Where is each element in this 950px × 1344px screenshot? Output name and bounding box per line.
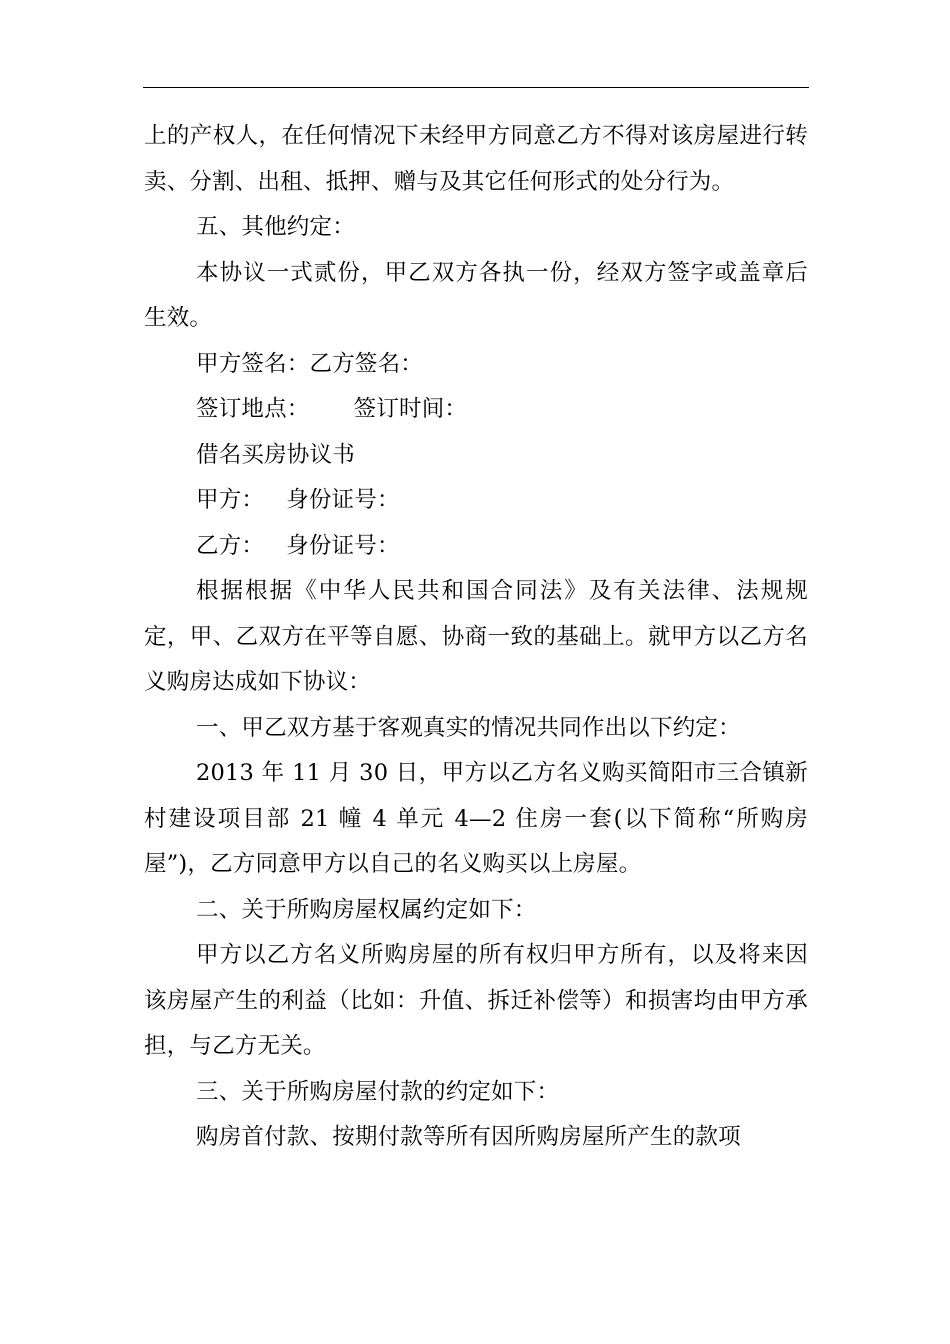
heading-section-one: 一、甲乙双方基于客观真实的情况共同作出以下约定：	[196, 714, 741, 741]
party-a-id-line: 甲方： 身份证号：	[196, 487, 400, 513]
paragraph-legal-basis: 根据根据《中华人民共和国合同法》及有关法律、法规规定，甲、乙双方在平等自愿、协商一致的基础上。就甲方以乙方名义购房达成如下协议：	[144, 578, 808, 695]
paragraph-continued-clause: 上的产权人，在任何情况下未经甲方同意乙方不得对该房屋进行转卖、分割、出租、抵押、赠与及其它任何形式的处分行为。	[144, 123, 808, 195]
document-title: 借名买房协议书	[196, 441, 355, 468]
signing-place-time-line: 签订地点： 签订时间：	[196, 396, 468, 422]
heading-section-two: 二、关于所购房屋权属约定如下：	[196, 896, 537, 923]
paragraph-payment: 购房首付款、按期付款等所有因所购房屋所产生的款项	[196, 1124, 741, 1150]
paragraph-copies-effect: 本协议一式贰份，甲乙双方各执一份，经双方签字或盖章后生效。	[144, 259, 808, 331]
paragraph-purchase-details: 2013 年 11 月 30 日，甲方以乙方名义购买简阳市三合镇新村建设项目部 21 幢 4 单元 4—2 住房一套(以下简称“所购房屋”)，乙方同意甲方以自己的名义购买以上房屋。	[144, 760, 808, 877]
document-body	[144, 114, 808, 1161]
party-b-id-line: 乙方： 身份证号：	[196, 532, 400, 559]
heading-section-three: 三、关于所购房屋付款的约定如下：	[196, 1078, 560, 1105]
header-rule	[143, 87, 809, 88]
paragraph-ownership: 甲方以乙方名义所购房屋的所有权归甲方所有，以及将来因该房屋产生的利益（比如：升值、拆迁补偿等）和损害均由甲方承担，与乙方无关。	[144, 942, 808, 1059]
heading-other-agreements: 五、其他约定：	[196, 214, 355, 240]
signature-line: 甲方签名：乙方签名：	[196, 350, 424, 377]
